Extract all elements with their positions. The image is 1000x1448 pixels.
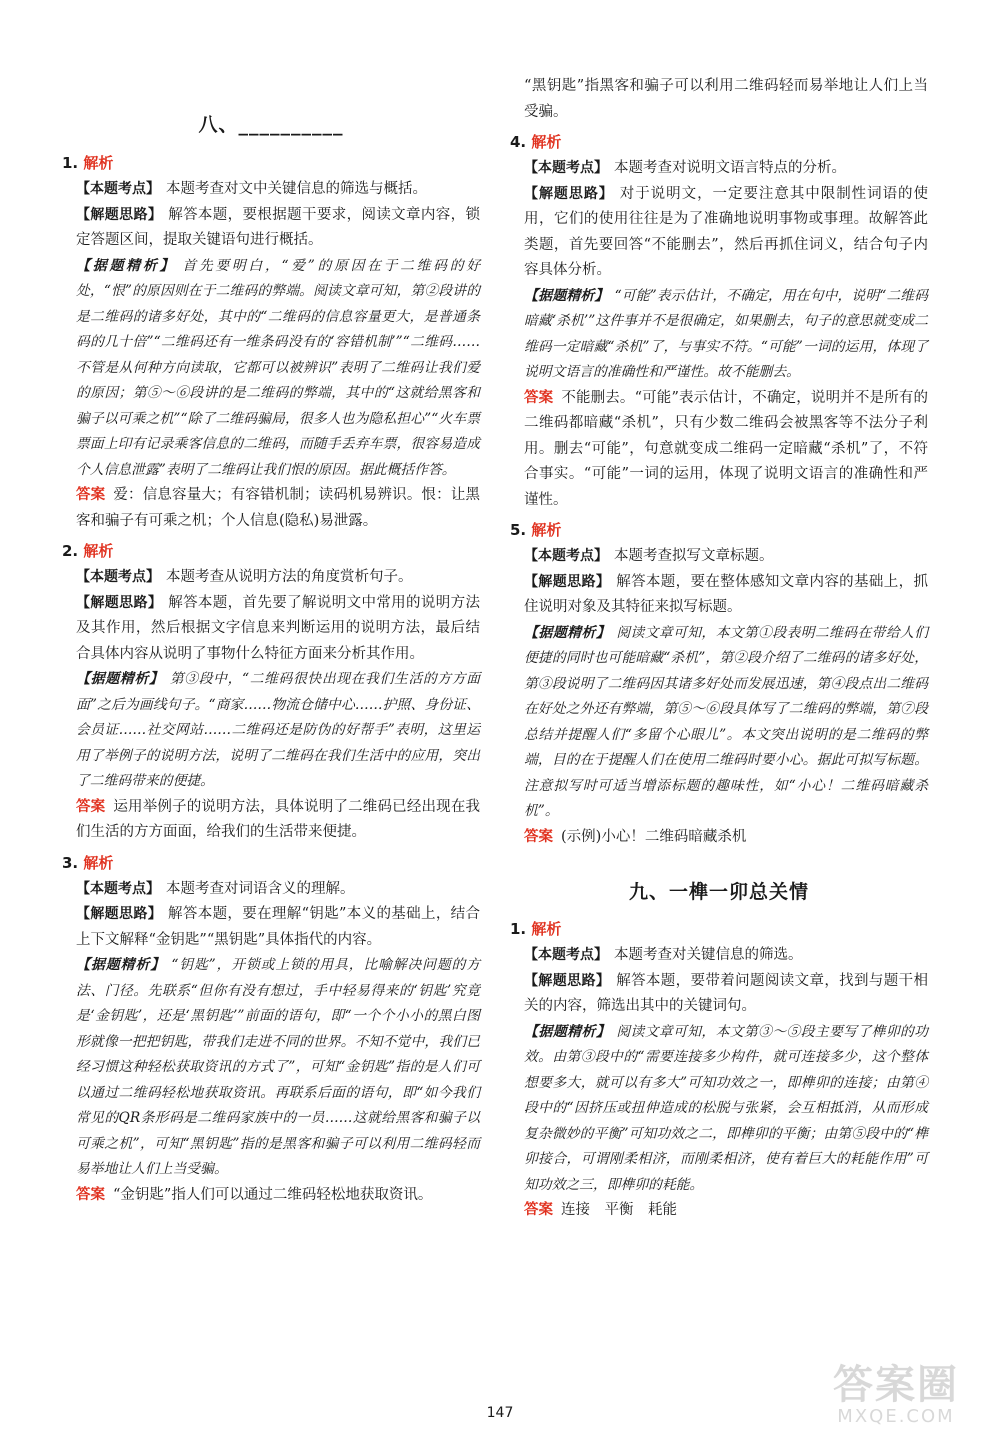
analysis-tag: 解析	[83, 154, 114, 172]
answer-label: 答案	[524, 828, 553, 845]
detail-label: 【据题精析】	[524, 624, 611, 641]
n1-point	[510, 943, 928, 969]
analysis-tag: 解析	[531, 133, 562, 151]
q5-point	[510, 544, 928, 570]
approach-label: 【解题思路】	[76, 594, 163, 611]
question-4-header	[510, 129, 928, 156]
answer-label: 答案	[76, 1186, 105, 1203]
analysis-tag: 解析	[83, 542, 114, 560]
q1-approach-text: 解答本题，要根据题干要求，阅读文章内容，锁定答题区间，提取关键语句进行概括。	[76, 206, 481, 248]
page-number: 147	[486, 1405, 514, 1421]
watermark-text: 答案圈	[833, 1362, 959, 1408]
q3-detail	[62, 953, 480, 1183]
n1-point-text: 本题考查对关键信息的筛选。	[614, 947, 803, 963]
q1-answer	[62, 483, 480, 534]
approach-label: 【解题思路】	[76, 906, 163, 922]
point-label: 【本题考点】	[76, 569, 160, 585]
q4-approach	[510, 182, 928, 284]
q5-detail-text: 阅读文章可知，本文第①段表明二维码在带给人们便捷的同时也可能暗藏“杀机”，第②段介绍了二维码的诸多好处，第③段说明了二维码因其诸多好处而发展迅速，第④段点出二维码在好处之外还有弊端，第⑤～⑥段具体写了二维码的弊端，第⑦段总结并提醒人们“多留个心眼儿”。本文突出说明的是二维码的弊端，目的在于提醒人们在使用二维码时要小心。据此可拟写标题。注意拟写时可适当增添标题的趣味性，如“小心！二维码暗藏杀机”。	[524, 624, 929, 819]
answer-label: 答案	[524, 389, 554, 406]
q3-approach	[62, 902, 480, 953]
answer-label: 答案	[524, 1202, 553, 1218]
point-label: 【本题考点】	[76, 181, 160, 197]
question-number: 1.	[510, 920, 527, 938]
q4-answer	[510, 386, 928, 514]
point-label: 【本题考点】	[524, 548, 608, 564]
point-label: 【本题考点】	[524, 160, 608, 176]
detail-label: 【据题精析】	[76, 957, 166, 973]
point-label: 【本题考点】	[76, 880, 160, 897]
detail-label: 【据题精析】	[524, 287, 609, 304]
question-number: 5.	[510, 521, 527, 539]
q2-answer	[62, 795, 480, 846]
q5-answer	[510, 825, 928, 851]
answer-label: 答案	[76, 798, 106, 815]
q1-point-text: 本题考查对文中关键信息的筛选与概括。	[166, 181, 427, 197]
q4-answer-text: 不能删去。“可能”表示估计，不确定，说明并不是所有的二维码都暗藏“杀机”，只有少数二维码会被黑客等不法分子利用。删去“可能”，句意就变成二维码一定暗藏“杀机”了，不符合事实。“可能”一词的运用，体现了说明文语言的准确性和严谨性。	[524, 389, 928, 508]
n1-answer-text: 连接 平衡 耗能	[561, 1202, 677, 1218]
approach-label: 【解题思路】	[524, 185, 614, 202]
q5-answer-text: (示例)小心！二维码暗藏杀机	[561, 828, 747, 845]
q3-approach-text: 解答本题，要在理解“钥匙”本义的基础上，结合上下文解释“金钥匙”“黑钥匙”具体指代的内容。	[76, 906, 481, 948]
analysis-tag: 解析	[531, 521, 562, 539]
section-eight-title: 八、__________	[198, 114, 344, 136]
question-2-header	[62, 538, 480, 565]
left-column	[62, 0, 480, 1208]
q3-point-text: 本题考查对词语含义的理解。	[166, 880, 355, 897]
q1-approach	[62, 203, 480, 254]
q5-point-text: 本题考查拟写文章标题。	[614, 548, 774, 564]
question-3-header	[62, 850, 480, 877]
q4-point	[510, 156, 928, 182]
analysis-tag: 解析	[531, 920, 562, 938]
q2-answer-text: 运用举例子的说明方法，具体说明了二维码已经出现在我们生活的方方面面，给我们的生活带来便捷。	[76, 798, 481, 840]
q3-answer-text: “金钥匙”指人们可以通过二维码轻松地获取资讯。	[113, 1186, 433, 1203]
q2-detail	[62, 667, 480, 795]
q3-answer-continued: “黑钥匙”指黑客和骗子可以利用二维码轻而易举地让人们上当受骗。	[524, 78, 928, 120]
n1-answer	[510, 1198, 928, 1224]
question-1-header	[62, 150, 480, 177]
detail-label: 【据题精析】	[76, 671, 164, 687]
n1-approach-text: 解答本题，要带着问题阅读文章，找到与题干相关的内容，筛选出其中的关键词句。	[524, 972, 929, 1014]
answer-label: 答案	[76, 487, 106, 503]
detail-label: 【据题精析】	[524, 1023, 611, 1040]
question-number: 2.	[62, 542, 79, 560]
question-number: 4.	[510, 133, 527, 151]
n1-approach	[510, 969, 928, 1020]
right-column	[510, 0, 928, 1224]
q5-detail	[510, 621, 928, 825]
analysis-tag: 解析	[83, 853, 114, 872]
q5-approach	[510, 570, 928, 621]
section-nine-title: 九、一榫一卯总关情	[628, 881, 809, 903]
question-number: 3.	[62, 853, 79, 872]
approach-label: 【解题思路】	[76, 206, 163, 223]
q4-detail-text: “可能”表示估计，不确定，用在句中，说明“二维码暗藏‘杀机’”这件事并不是很确定，如果删去，句子的意思就变成二维码一定暗藏“杀机”了，与事实不符。“可能”一词的运用，体现了说明文语言的准确性和严谨性。故不能删去。	[524, 287, 928, 380]
q4-detail	[510, 284, 928, 386]
approach-label: 【解题思路】	[524, 573, 611, 590]
q2-approach-text: 解答本题，首先要了解说明文中常用的说明方法及其作用，然后根据文字信息来判断运用的说明方法，最后结合具体内容从说明了事物什么特征方面来分析其作用。	[76, 594, 481, 662]
q4-point-text: 本题考查对说明文语言特点的分析。	[614, 160, 846, 176]
q2-point	[62, 565, 480, 591]
question-5-header	[510, 517, 928, 544]
approach-label: 【解题思路】	[524, 972, 611, 989]
q4-approach-text: 对于说明文，一定要注意其中限制性词语的使用，它们的使用往往是为了准确地说明事物或事理。故解答此类题，首先要回答“不能删去”，然后再抓住词义，结合句子内容具体分析。	[524, 185, 929, 278]
watermark-url: MXQE.COM	[837, 1406, 955, 1427]
n1-detail-text: 阅读文章可知，本文第③～⑤段主要写了榫卯的功效。由第③段中的“需要连接多少构件，就可连接多少，这个整体想要多大，就可以有多大”可知功效之一，即榫卯的连接；由第④段中的“因挤压或扭伸造成的松脱与张紧，会互相抵消，从而形成复杂微妙的平衡”可知功效之二，即榫卯的平衡；由第⑤段中的“榫卯接合，可谓刚柔相济，而刚柔相济，使有着巨大的耗能作用”可知功效之三，即榫卯的耗能。	[524, 1023, 929, 1193]
section-nine-question-1-header	[510, 916, 928, 943]
q3-answer	[62, 1183, 480, 1209]
q5-approach-text: 解答本题，要在整体感知文章内容的基础上，抓住说明对象及其特征来拟写标题。	[524, 573, 929, 615]
q1-detail-text: 首先要明白，“爱”的原因在于二维码的好处，“恨”的原因则在于二维码的弊端。阅读文章可知，第②段讲的是二维码的诸多好处，其中的“二维码的信息容量更大，是普通条码的几十倍”“二维码还有一维条码没有的‘容错机制’”“二维码……不管是从何种方向读取，它都可以被辨识”表明了二维码让我们爱的原因；第⑤～⑥段讲的是二维码的弊端，其中的“这就给黑客和骗子以可乘之机”“除了二维码骗局，很多人也为隐私担心”“火车票票面上印有记录乘客信息的二维码，而随手丢弃车票，很容易造成个人信息泄露”表明了二维码让我们恨的原因。据此概括作答。	[76, 257, 481, 478]
point-label: 【本题考点】	[524, 947, 608, 963]
q2-point-text: 本题考查从说明方法的角度赏析句子。	[166, 569, 413, 585]
q1-answer-text: 爱：信息容量大；有容错机制；读码机易辨识。恨：让黑客和骗子有可乘之机；个人信息(隐私)易泄露。	[76, 487, 481, 529]
q3-detail-text: “钥匙”，开锁或上锁的用具，比喻解决问题的方法、门径。先联系“但你有没有想过，手中轻易得来的‘钥匙’究竟是‘金钥匙’，还是‘黑钥匙’”前面的语句，即“一个个小小的黑白图形就像一把把钥匙，带我们走进不同的世界。不知不觉中，我们已经习惯这种轻松获取资讯的方式了”，可知“金钥匙”指的是人们可以通过二维码轻松地获取资讯。再联系后面的语句，即“如今我们常见的QR条形码是二维码家族中的一员……这就给黑客和骗子以可乘之机”，可知“黑钥匙”指的是黑客和骗子可以利用二维码轻而易举地让人们上当受骗。	[76, 957, 481, 1177]
q3-point	[62, 877, 480, 903]
q2-detail-text: 第③段中，“二维码很快出现在我们生活的方方面面”之后为画线句子。“商家……物流仓储中心……护照、身份证、会员证……社交网站……二维码还是防伪的好帮手”表明，这里运用了举例子的说明方法，说明了二维码在我们生活中的应用，突出了二维码带来的便捷。	[76, 671, 480, 789]
q1-detail	[62, 254, 480, 484]
n1-detail	[510, 1020, 928, 1199]
q2-approach	[62, 591, 480, 668]
detail-label: 【据题精析】	[76, 257, 177, 274]
watermark-logo	[810, 1364, 982, 1434]
q1-point	[62, 177, 480, 203]
question-number: 1.	[62, 154, 79, 172]
